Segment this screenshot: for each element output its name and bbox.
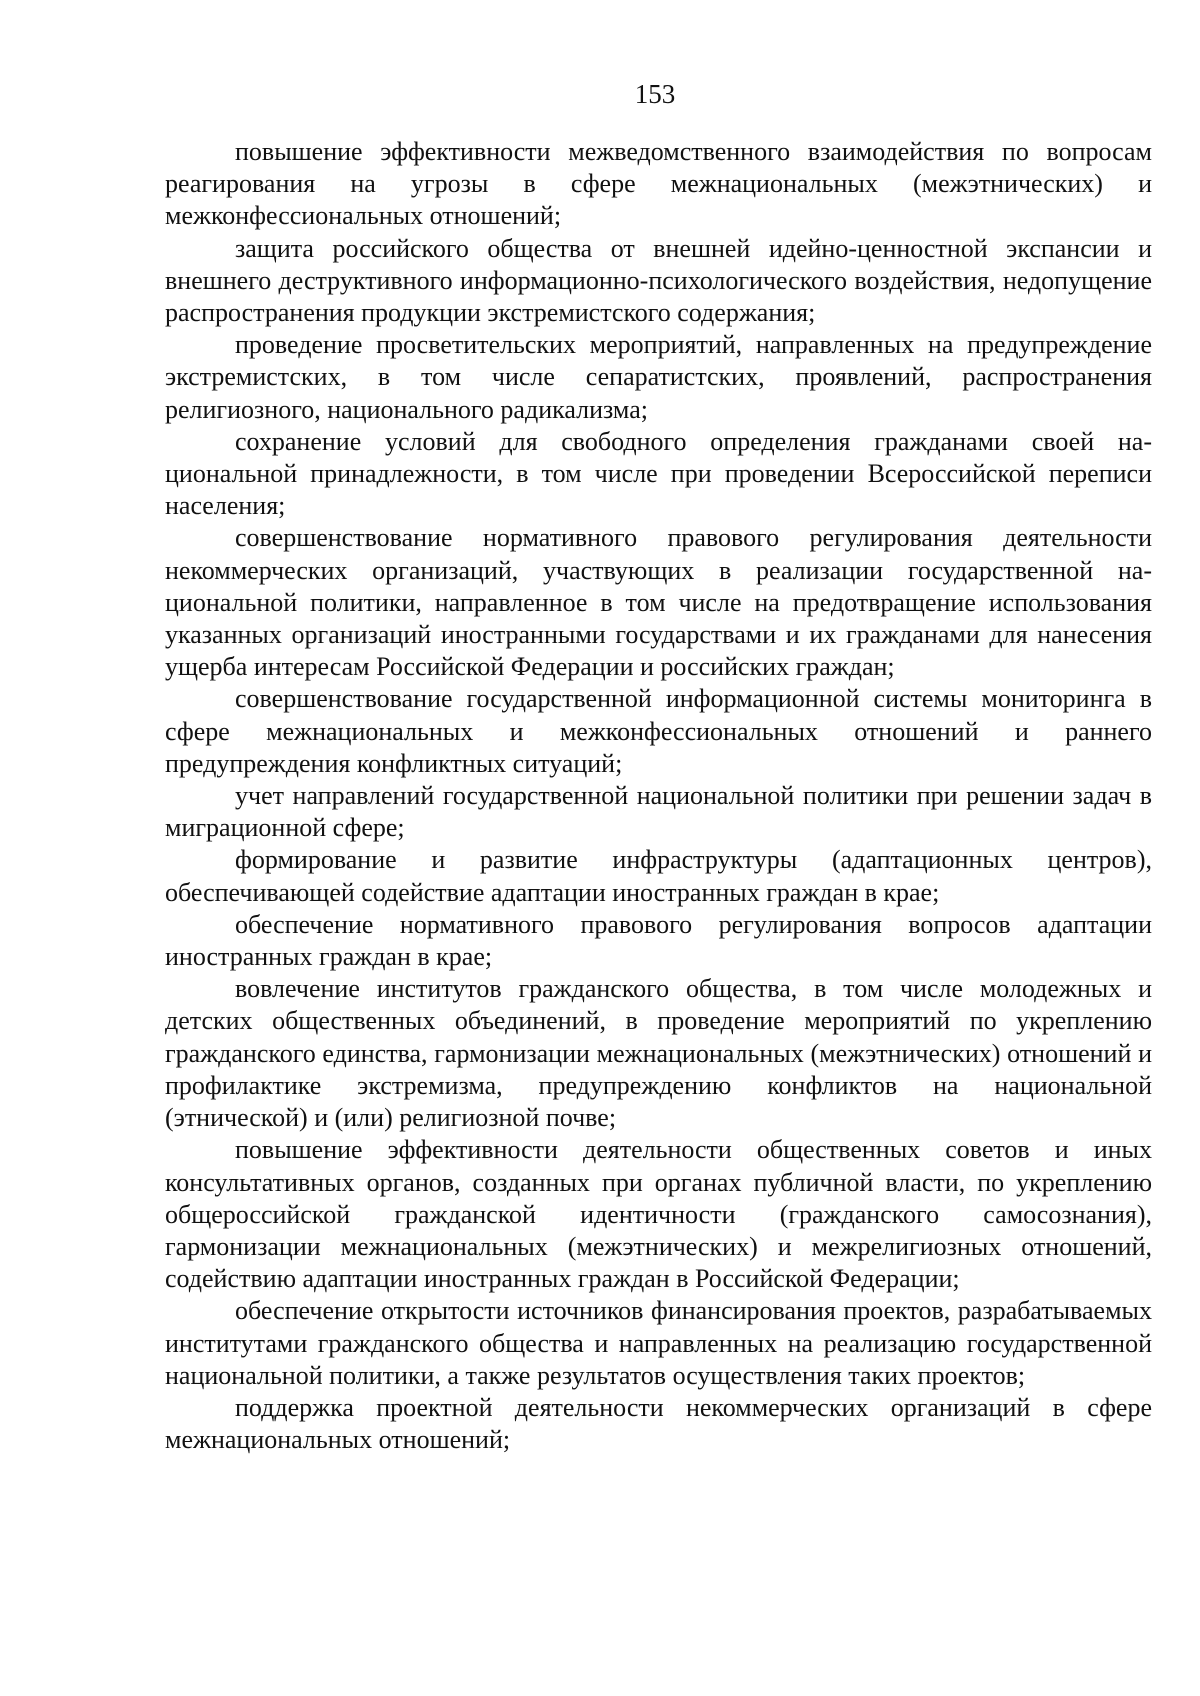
paragraph: совершенствование нормативного правового регулирования деятельности некоммерческих организаций, участвующих в реализации государственной национальной политики, направленное в том числе на предотвращение использования указанных организаций иностранными государствами и их гражданами для нанесения ущерба интересам Российской Федерации и российских граждан; — [165, 523, 1152, 682]
page-number: 153 — [634, 79, 676, 109]
paragraph: совершенствование государственной информационной системы мониторинга в сфере межнациональных и межконфессиональных отношений и раннего предупреждения конфликтных ситуаций; — [165, 684, 1152, 778]
paragraph: повышение эффективности межведомственного взаимодействия по вопросам реагирования на угрозы в сфере межнациональных (межэтнических) и межконфессиональных отношений; — [165, 137, 1152, 231]
document-body — [165, 136, 1152, 1456]
paragraph: проведение просветительских мероприятий, направленных на предупреждение экстремистских, в том числе сепаратистских, проявлений, распространения религиозного, национального радикализма; — [165, 330, 1152, 424]
paragraph: поддержка проектной деятельности некоммерческих организаций в сфере межнациональных отношений; — [165, 1392, 1152, 1455]
paragraph: повышение эффективности деятельности общественных советов и иных консультативных органов, созданных при органах публичной власти, по укреплению общероссийской гражданской идентичности (гражданского самосознания), гармонизации межнациональных (межэтнических) и межрелигиозных отношений, содействию адаптации иностранных граждан в Российской Федерации; — [165, 1135, 1152, 1294]
paragraph: учет направлений государственной национальной политики при решении задач в миграционной сфере; — [165, 781, 1152, 843]
paragraph: обеспечение открытости источников финансирования проектов, разрабатываемых институтами гражданского общества и направленных на реализацию государственной национальной политики, а также результатов осуществления таких проектов; — [165, 1296, 1152, 1390]
paragraph: вовлечение институтов гражданского общества, в том числе молодежных и детских общественных объединений, в проведение мероприятий по укреплению гражданского единства, гармонизации межнациональных (межэтнических) отношений и профилактике экстремизма, предупреждению конфликтов на национальной (этнической) и (или) религиозной почве; — [165, 974, 1152, 1133]
paragraph: формирование и развитие инфраструктуры (адаптационных центров), обеспечивающей содействие адаптации иностранных граждан в крае; — [165, 845, 1152, 907]
paragraph: защита российского общества от внешней идейно-ценностной экспансии и внешнего деструктивного информационно-психологического воздействия, недопущение распространения продукции экстремистского содержания; — [165, 233, 1152, 328]
paragraph: обеспечение нормативного правового регулирования вопросов адаптации иностранных граждан в крае; — [165, 909, 1152, 972]
paragraph: сохранение условий для свободного определения гражданами своей национальной принадлежности, в том числе при проведении Всероссийской переписи населения; — [165, 426, 1152, 521]
